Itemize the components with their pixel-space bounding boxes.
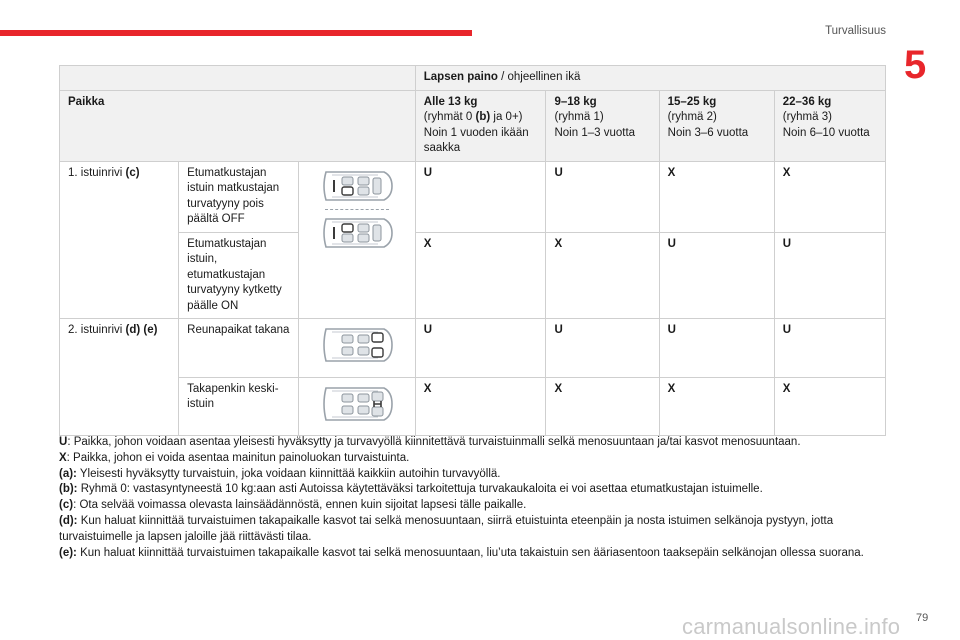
header-empty-cell <box>60 66 416 91</box>
top-red-bar <box>0 30 472 36</box>
table-notes <box>59 435 889 561</box>
note-item: (b): Ryhmä 0: vastasyntyneestä 10 kg:aan asti Autoissa käytettäväksi tarkoitettuja turvakaukaloita ei voi asettaa etumatkustajan istuimelle. <box>59 483 763 496</box>
rating-cell: U <box>546 161 659 232</box>
table-row <box>60 319 886 378</box>
table-column-header-row <box>60 90 886 161</box>
row-label-second-row: 2. istuinrivi (d) (e) <box>60 319 179 436</box>
rating-cell: X <box>659 161 774 232</box>
car-front-passenger-seat-icon <box>318 213 396 253</box>
seat-description: Takapenkin keski-istuin <box>179 377 299 436</box>
rating-cell: U <box>546 319 659 378</box>
rating-cell: U <box>415 319 546 378</box>
rating-cell: X <box>415 377 546 436</box>
table-row <box>60 232 886 319</box>
column-header-0: Alle 13 kg (ryhmät 0 (b) ja 0+) Noin 1 vuoden ikään saakka <box>415 90 546 161</box>
seat-description: Etumatkustajan istuin, etumatkustajan turvatyyny kytketty päälle ON <box>179 232 299 319</box>
place-header-cell: Paikka <box>60 90 416 161</box>
car-rear-outer-seats-icon <box>318 323 396 367</box>
note-item: (d): Kun haluat kiinnittää turvaistuimen takapaikalle kasvot tai selkä menosuuntaan, siirrä etuistuinta eteenpäin ja nosta istuimen selkänoja pystyyn, jotta turvaistuimelle ja lapsen jaloille jää riittävästi tilaa. <box>59 514 834 543</box>
weight-header-cell: Lapsen paino / ohjeellinen ikä <box>415 66 885 91</box>
page-number: 79 <box>916 612 929 624</box>
watermark: carmanualsonline.info <box>682 614 901 639</box>
diagram-divider <box>325 209 389 210</box>
rating-cell: X <box>774 161 885 232</box>
note-item: U: Paikka, johon voidaan asentaa yleisesti hyväksytty ja turvavyöllä kiinnitettävä turvaistuinmalli selkä menosuuntaan ja/tai kasvot menosuuntaan. <box>59 436 801 448</box>
rating-cell: X <box>659 377 774 436</box>
rating-cell: U <box>774 319 885 378</box>
table-top-header-row <box>60 66 886 91</box>
table-row <box>60 377 886 436</box>
column-header-1: 9–18 kg (ryhmä 1) Noin 1–3 vuotta <box>546 90 659 161</box>
table-row <box>60 161 886 232</box>
car-front-passenger-seat-icon <box>318 166 396 206</box>
rating-cell: X <box>415 232 546 319</box>
car-rear-center-seat-icon <box>318 382 396 426</box>
note-item: X: Paikka, johon ei voida asentaa mainitun painoluokan turvaistuinta. <box>59 451 410 464</box>
rear-center-seat-diagram-cell <box>299 377 415 436</box>
rating-cell: U <box>774 232 885 319</box>
rear-outer-seat-diagram-cell <box>299 319 415 378</box>
child-seat-table <box>59 65 886 436</box>
note-item: (e): Kun haluat kiinnittää turvaistuimen takapaikalle kasvot tai selkä menosuuntaan, liu’uta takaistuin sen ääriasentoon taaksepäin selkänojan ollessa suorana. <box>59 546 864 559</box>
seat-description: Reunapaikat takana <box>179 319 299 378</box>
front-seat-diagram-cell <box>299 161 415 319</box>
rating-cell: X <box>774 377 885 436</box>
seat-description: Etumatkustajan istuin matkustajan turvatyyny pois päältä OFF <box>179 161 299 232</box>
rating-cell: U <box>415 161 546 232</box>
column-header-3: 22–36 kg (ryhmä 3) Noin 6–10 vuotta <box>774 90 885 161</box>
chapter-number: 5 <box>904 43 927 87</box>
rating-cell: U <box>659 319 774 378</box>
column-header-2: 15–25 kg (ryhmä 2) Noin 3–6 vuotta <box>659 90 774 161</box>
note-item: (c): Ota selvää voimassa olevasta lainsäädännöstä, ennen kuin sijoitat lapsesi tälle paikalle. <box>59 499 527 512</box>
rating-cell: X <box>546 377 659 436</box>
row-label-first-row: 1. istuinrivi (c) <box>60 161 179 319</box>
note-item: (a): Yleisesti hyväksytty turvaistuin, joka voidaan kiinnittää kaikkiin autoihin turvavyöllä. <box>59 467 501 480</box>
rating-cell: X <box>546 232 659 319</box>
rating-cell: U <box>659 232 774 319</box>
section-title: Turvallisuus <box>825 25 886 37</box>
